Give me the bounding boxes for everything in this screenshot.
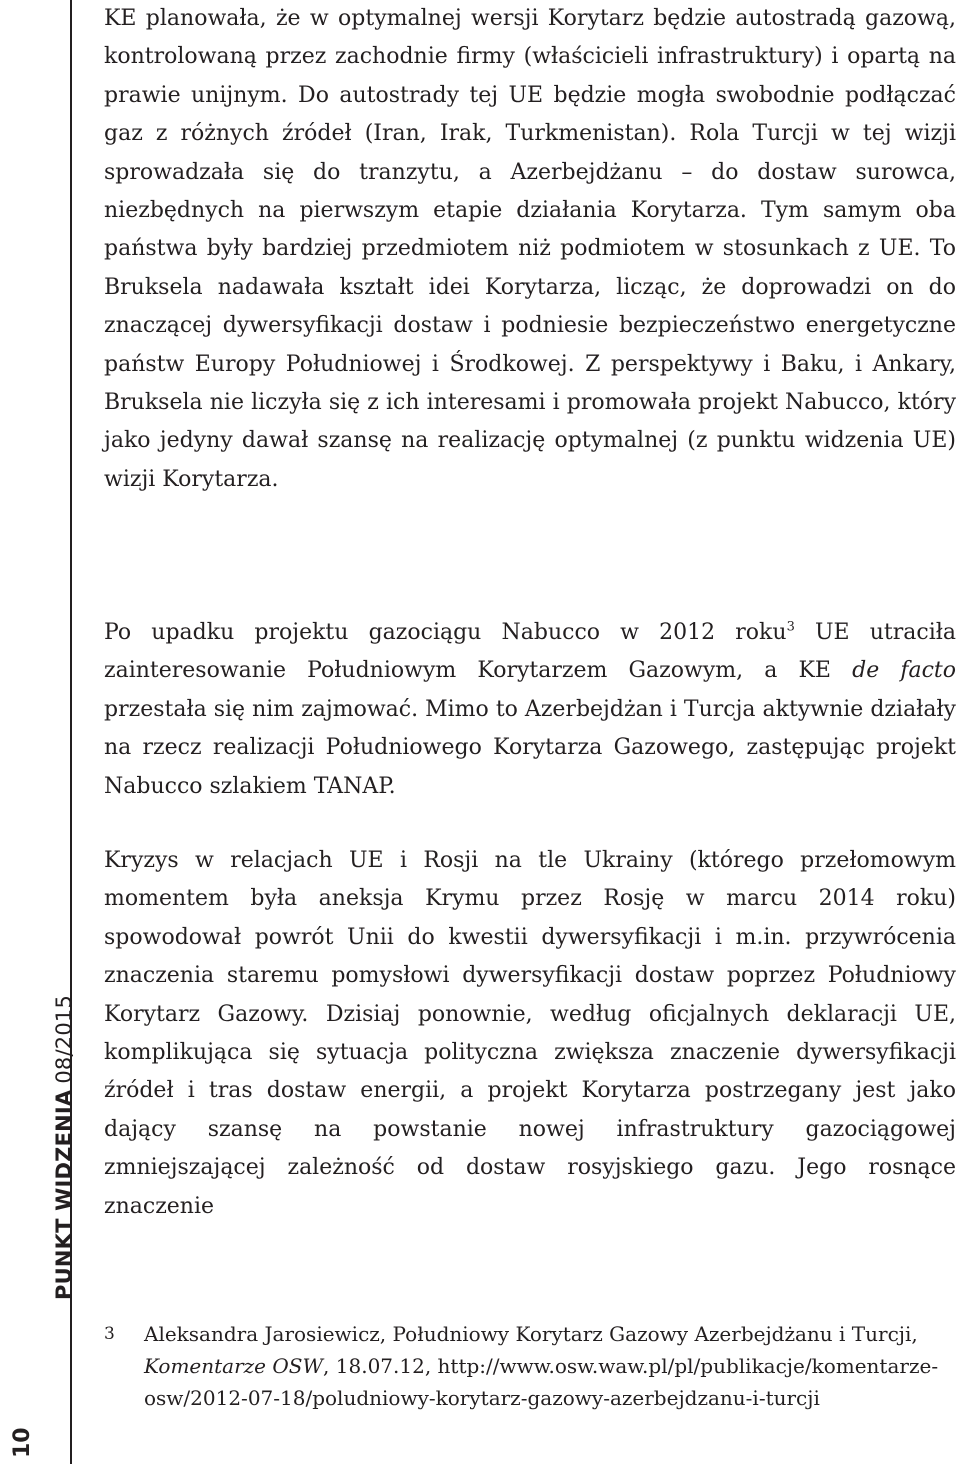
- running-footer-text: [52, 995, 76, 1300]
- footnote-text-a: Aleksandra Jarosiewicz, Południowy Korytarz Gazowy Azerbejdżanu i Turcji,: [144, 1322, 918, 1346]
- footnote-text-b: , 18.07.12, http://www.osw.waw.pl/pl/publikacje/komentarze-osw/2012-07-18/poludniowy-korytarz-gazowy-azerbejdzanu-i-turcji: [144, 1354, 939, 1410]
- footnote-text: [144, 1318, 956, 1414]
- magazine-title: PUNKT WIDZENIA: [52, 1089, 76, 1300]
- issue-number: 08/2015: [52, 995, 76, 1084]
- running-footer: [4, 995, 76, 1300]
- paragraph-2-part-c: przestała się nim zajmować. Mimo to Azerbejdżan i Turcja aktywnie działały na rzecz realizacji Południowego Korytarza Gazowego, zastępując projekt Nabucco szlakiem TANAP.: [104, 696, 956, 799]
- page-number-box: [4, 1420, 44, 1460]
- footnote-number: 3: [104, 1324, 115, 1344]
- page-number: 10: [10, 1427, 35, 1458]
- paragraph-2: [104, 614, 956, 806]
- paragraph-2-part-b: UE utraciła zainteresowanie Południowym Korytarzem Gazowym, a KE: [104, 620, 956, 684]
- paragraph-2-part-a: Po upadku projektu gazociągu Nabucco w 2012 roku: [104, 620, 787, 645]
- paragraph-2-italic: de facto: [852, 658, 957, 684]
- footnote-ref[interactable]: 3: [786, 619, 795, 635]
- paragraph-1: KE planowała, że w optymalnej wersji Korytarz będzie autostradą gazową, kontrolowaną przez zachodnie firmy (właścicieli infrastruktury) i opartą na prawie unijnym. Do autostrady tej UE będzie mogła swobodnie podłączać gaz z różnych źródeł (Iran, Irak, Turkmenistan). Rola Turcji w tej wizji sprowadzała się do tranzytu, a Azerbejdżanu – do dostaw surowca, niezbędnych na pierwszym etapie działania Korytarza. Tym samym oba państwa były bardziej przedmiotem niż podmiotem w stosunkach z UE. To Bruksela nadawała kształt idei Korytarza, licząc, że doprowadzi on do znaczącej dywersyfikacji dostaw i podniesie bezpieczeństwo energetyczne państw Europy Południowej i Środkowej. Z perspektywy i Baku, i Ankary, Bruksela nie liczyła się z ich interesami i promowała projekt Nabucco, który jako jedyny dawał szansę na realizację optymalnej (z punktu widzenia UE) wizji Korytarza.: [104, 6, 956, 492]
- footnote: [104, 1318, 956, 1414]
- footnote-source-italic: Komentarze OSW: [144, 1354, 324, 1378]
- paragraph-3: Kryzys w relacjach UE i Rosji na tle Ukrainy (którego przełomowym momentem była aneksja Krymu przez Rosję w marcu 2014 roku) spowodował powrót Unii do kwestii dywersyfikacji i m.in. przywrócenia znaczenia staremu pomysłowi dywersyfikacji dostaw poprzez Południowy Korytarz Gazowy. Dzisiaj ponownie, według oficjalnych deklaracji UE, komplikująca się sytuacja polityczna zwiększa znaczenie dywersyfikacji źródeł i tras dostaw energii, a projekt Korytarza postrzegany jest jako dający szansę na powstanie nowej infrastruktury gazociągowej zmniejszającej zależność od dostaw rosyjskiego gazu. Jego rosnące znaczenie: [104, 848, 956, 1219]
